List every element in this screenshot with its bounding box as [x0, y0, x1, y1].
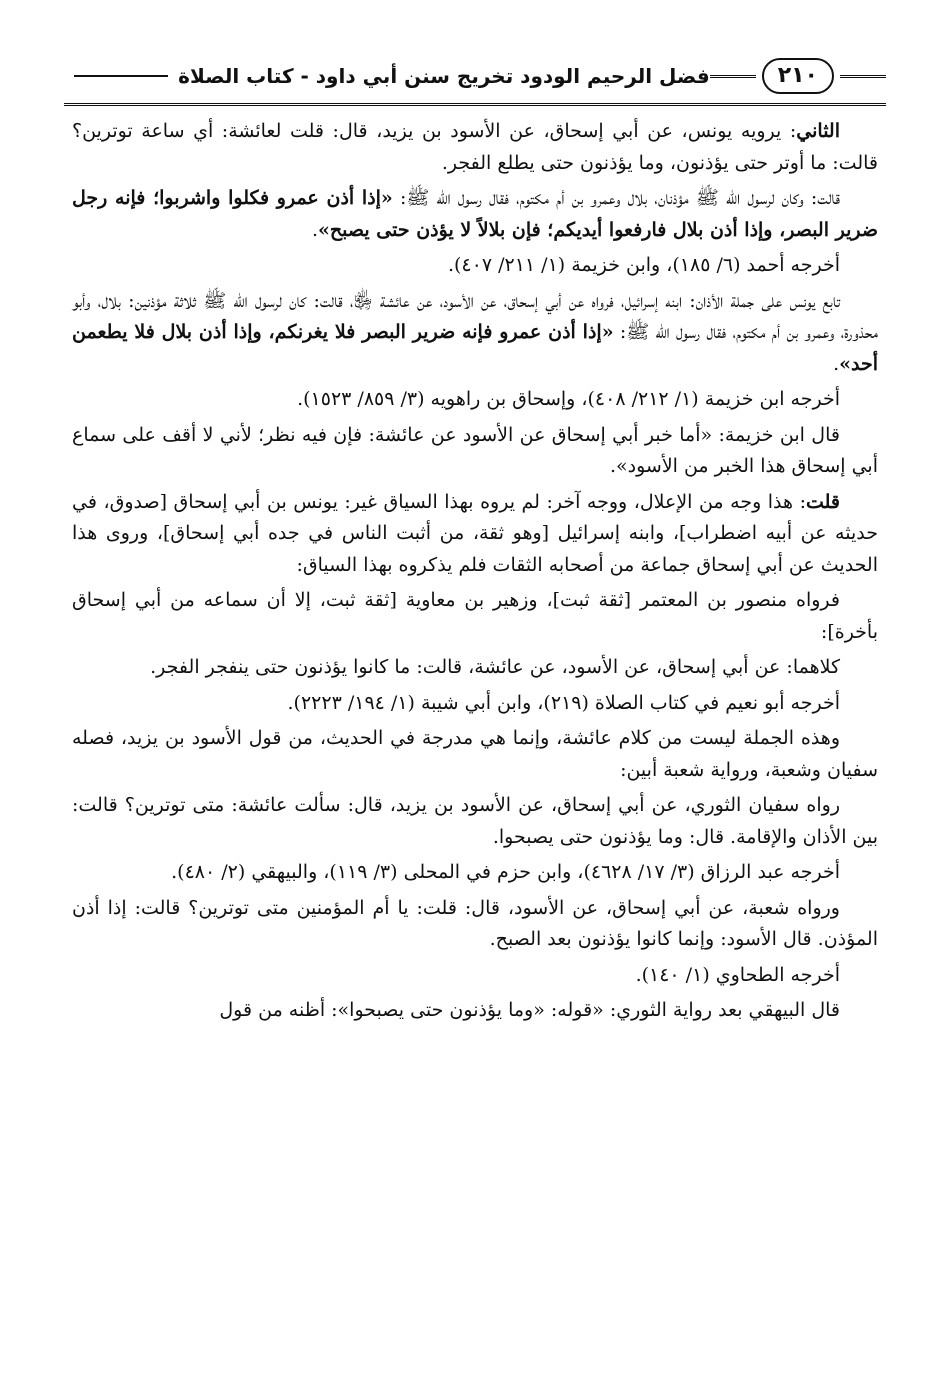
bold-text: الثاني [796, 120, 840, 142]
header-rule [64, 103, 886, 106]
paragraph [72, 420, 878, 483]
text-run: أخرجه الطحاوي (١/ ١٤٠). [635, 963, 840, 986]
running-header [64, 50, 886, 102]
paragraph [72, 183, 878, 246]
page-number: ٢١٠ [762, 58, 834, 94]
paragraph [72, 790, 878, 853]
text-run: رواه سفيان الثوري، عن أبي إسحاق، عن الأسود بن يزيد، قال: سألت عائشة: متى توترين؟ قالت: بين الأذان والإقامة. قال: وما يؤذنون حتى يصبحوا. [72, 794, 878, 848]
bold-text: «إذا أذن عمرو فإنه ضرير البصر فلا يغرنكم، وإذا أذن بلال فلا يطعمن أحد» [72, 321, 878, 375]
ornament-left [840, 75, 886, 78]
text-run: تابع يونس على جملة الأذان: ابنه إسرائيل، فرواه عن أبي إسحاق، عن الأسود، عن عائشة ﵂، قالت: كان لرسول الله ﷺ ثلاثة مؤذنين: بلال، وأبو محذورة، وعمرو بن أم مكتوم، فقال رسول الله ﷺ: [72, 289, 878, 343]
paragraph [72, 688, 878, 720]
ornament-right [710, 75, 756, 78]
paragraph [72, 857, 878, 889]
paragraph [72, 286, 878, 381]
text-run: وهذه الجملة ليست من كلام عائشة، وإنما هي مدرجة في الحديث، من قول الأسود بن يزيد، فصله سفيان وشعبة، ورواية شعبة أبين: [72, 727, 878, 781]
text-run: كلاهما: عن أبي إسحاق، عن الأسود، عن عائشة، قالت: ما كانوا يؤذنون حتى ينفجر الفجر. [150, 656, 840, 678]
paragraph [72, 893, 878, 956]
text-run: : هذا وجه من الإعلال، ووجه آخر: لم يروه بهذا السياق غير: يونس بن أبي إسحاق [صدوق، في حديثه عن أبيه اضطراب]، وابنه إسرائيل [وهو ثقة، من أثبت الناس في جده أبي إسحاق]، وروى هذا الحديث عن أبي إسحاق جماعة من أصحابه الثقات فلم يذكروه بهذا السياق: [72, 490, 878, 576]
paragraph [72, 116, 878, 179]
page-number-badge [710, 58, 886, 94]
text-run: قال البيهقي بعد رواية الثوري: «قوله: «وما يؤذنون حتى يصبحوا»: أظنه من قول [219, 999, 840, 1021]
text-run: فرواه منصور بن المعتمر [ثقة ثبت]، وزهير بن معاوية [ثقة ثبت، إلا أن سماعه من أبي إسحاق بأخرة]: [72, 589, 878, 643]
paragraph [72, 487, 878, 582]
text-run: أخرجه ابن خزيمة (١/ ٢١٢/ ٤٠٨)، وإسحاق بن راهويه (٣/ ٨٥٩/ ١٥٢٣). [297, 388, 840, 410]
text-run: أخرجه أحمد (٦/ ١٨٥)، وابن خزيمة (١/ ٢١١/ ٤٠٧). [447, 254, 840, 276]
body-text [72, 116, 878, 1031]
text-run: . [833, 352, 840, 375]
text-run: . [311, 218, 319, 241]
text-run: : يرويه يونس، عن أبي إسحاق، عن الأسود بن يزيد، قال: قلت لعائشة: أي ساعة توترين؟ قالت: ما أوتر حتى يؤذنون، وما يؤذنون حتى يطلع الفجر. [72, 120, 878, 174]
paragraph [72, 723, 878, 786]
text-run: قال ابن خزيمة: «أما خبر أبي إسحاق عن الأسود عن عائشة: فإن فيه نظر؛ لأني لا أقف على سماع أبي إسحاق هذا الخبر من الأسود». [72, 423, 878, 477]
paragraph [72, 384, 878, 416]
text-run: أخرجه أبو نعيم في كتاب الصلاة (٢١٩)، وابن أبي شيبة (١/ ١٩٤/ ٢٢٢٣). [287, 691, 840, 714]
paragraph [72, 585, 878, 648]
header-divider [74, 75, 168, 77]
paragraph [72, 960, 878, 992]
running-title: فضل الرحيم الودود تخريج سنن أبي داود - كتاب الصلاة [178, 64, 710, 88]
paragraph [72, 652, 878, 684]
paragraph [72, 250, 878, 282]
text-run: ورواه شعبة، عن أبي إسحاق، عن الأسود، قال: قلت: يا أم المؤمنين متى توترين؟ قالت: إذا أذن المؤذن. قال الأسود: وإنما كانوا يؤذنون بعد الصبح. [72, 896, 878, 950]
bold-text: قلت [805, 490, 840, 513]
text-run: قالت: وكان لرسول الله ﷺ مؤذنان، بلال وعمرو بن أم مكتوم، فقال رسول الله ﷺ: [392, 187, 840, 209]
paragraph [72, 995, 878, 1027]
text-run: أخرجه عبد الرزاق (٣/ ١٧/ ٤٦٢٨)، وابن حزم في المحلى (٣/ ١١٩)، والبيهقي (٢/ ٤٨٠). [171, 861, 840, 883]
bold-text: «إذا أذن عمرو فكلوا واشربوا؛ فإنه رجل ضرير البصر، وإذا أذن بلال فارفعوا أيديكم؛ فإن بلالاً لا يؤذن حتى يصبح» [72, 187, 878, 241]
